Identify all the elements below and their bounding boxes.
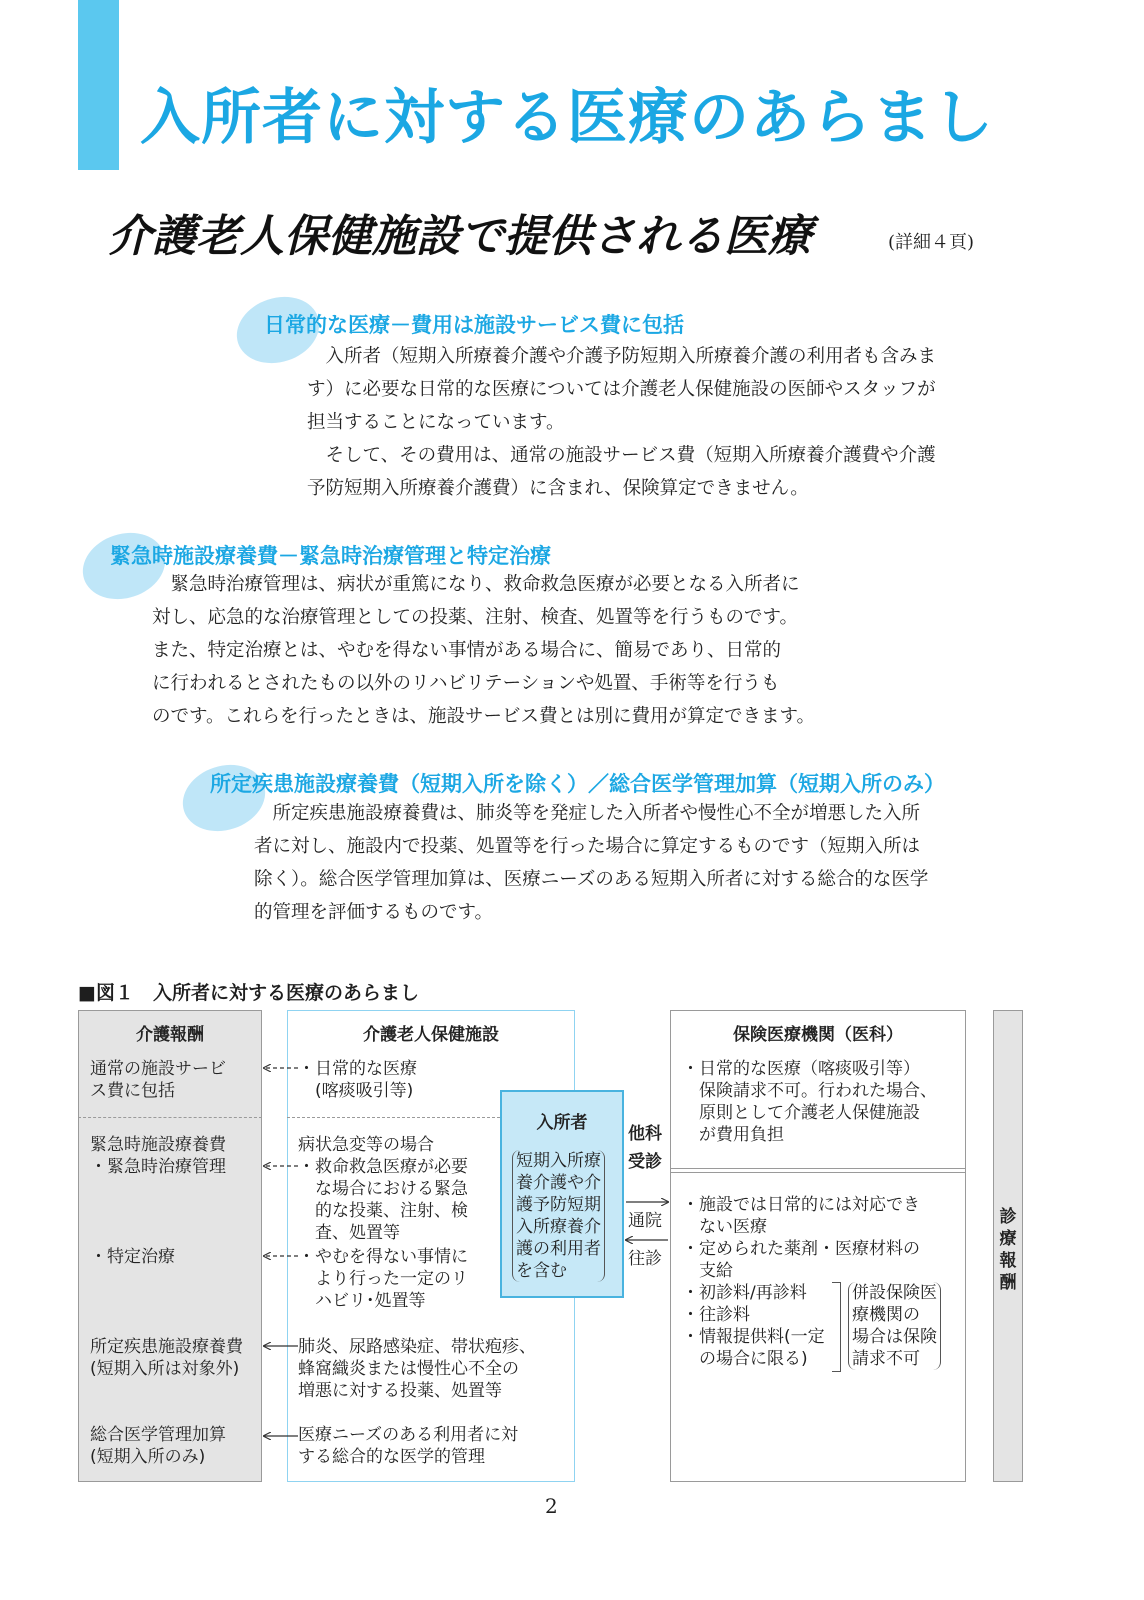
paragraph-line: 所定疾患施設療養費は、肺炎等を発症した入所者や慢性心不全が増悪した入所 [272,803,921,824]
vertical-char: 報 [999,1251,1017,1271]
note-line: 療機関の [852,1305,920,1325]
patient-note-line: 護予防短期 [516,1195,601,1215]
facility-line: 蜂窩織炎または慢性心不全の [298,1359,519,1379]
column-medical-institution-header: 保険医療機関（医科） [733,1025,903,1045]
section-heading-3: 所定疾患施設療養費（短期入所を除く）／総合医学管理加算（短期入所のみ） [210,772,945,796]
facility-line: な場合における緊急 [298,1179,468,1199]
outpatient-label: 通院 [628,1211,662,1231]
vertical-char: 診 [999,1207,1017,1227]
care-fee-line: ・特定治療 [90,1247,175,1267]
note-line: 併設保険医 [852,1283,937,1303]
care-fee-line: 通常の施設サービ [90,1059,226,1079]
paragraph-line: 的管理を評価するものです。 [254,902,494,923]
care-fee-line: 所定疾患施設療養費 [90,1337,243,1357]
care-fee-line: 緊急時施設療養費 [90,1135,226,1155]
institution-line: ・施設では日常的には対応でき [682,1195,920,1215]
facility-line: 的な投薬、注射、検 [298,1201,468,1221]
other-dept-visit-line: 受診 [628,1152,662,1172]
facility-line: 増悪に対する投薬、処置等 [298,1381,502,1401]
care-fee-line: 総合医学管理加算 [90,1425,226,1445]
patient-note-line: 短期入所療 [516,1151,601,1171]
paragraph-line: そして、その費用は、通常の施設サービス費（短期入所療養介護費や介護 [325,445,936,466]
institution-line: ・初診料/再診料 [682,1283,807,1303]
institution-line: ・往診料 [682,1305,750,1325]
section-heading-2: 緊急時施設療養費－緊急時治療管理と特定治療 [110,544,551,568]
section-heading-1: 日常的な医療－費用は施設サービス費に包括 [264,313,684,337]
facility-line: 肺炎、尿路感染症、帯状疱疹、 [298,1337,536,1357]
subtitle-note: (詳細４頁) [888,232,975,253]
vertical-char: 療 [999,1229,1017,1249]
institution-line: の場合に限る) [682,1349,808,1369]
patient-note-line: 養介護や介 [516,1173,601,1193]
page-title: 入所者に対する医療のあらまし [140,83,994,153]
care-fee-line: (短期入所のみ) [90,1447,206,1467]
facility-line: (喀痰吸引等) [298,1081,414,1101]
care-fee-line: (短期入所は対象外) [90,1359,240,1379]
patient-note-line: を含む [516,1261,567,1281]
facility-line: 病状急変等の場合 [298,1135,434,1155]
facility-line: 査、処置等 [298,1223,400,1243]
institution-line: が費用負担 [682,1125,784,1145]
paragraph-line: 対し、応急的な治療管理としての投薬、注射、検査、処置等を行うものです。 [152,607,799,628]
paragraph-line: 予防短期入所療養介護費）に含まれ、保険算定できません。 [307,478,809,499]
institution-line: ・情報提供料(一定 [682,1327,825,1347]
institution-line: ない医療 [682,1217,767,1237]
institution-line: 支給 [682,1261,733,1281]
paragraph-line: 担当することになっています。 [307,412,565,433]
vertical-char: 酬 [999,1273,1017,1293]
paragraph-line: す）に必要な日常的な医療については介護老人保健施設の医師やスタッフが [307,379,936,400]
paragraph-line: に行われるとされたもの以外のリハビリテーションや処置、手術等を行うも [152,673,780,694]
figure-title: ■図１ 入所者に対する医療のあらまし [78,982,419,1004]
note-line: 請求不可 [852,1349,920,1369]
page-number: 2 [545,1494,558,1518]
care-fee-line: ス費に包括 [90,1081,175,1101]
column-care-fees-header: 介護報酬 [136,1025,204,1045]
facility-line: 医療ニーズのある利用者に対 [298,1425,519,1445]
paragraph-line: 除く）。総合医学管理加算は、医療ニーズのある短期入所者に対する総合的な医学 [254,869,929,890]
note-line: 場合は保険 [852,1327,937,1347]
institution-line: 保険請求不可。行われた場合、 [682,1081,937,1101]
paragraph-line: のです。これらを行ったときは、施設サービス費とは別に費用が算定できます。 [152,706,816,727]
paragraph-line: 緊急時治療管理は、病状が重篤になり、救命救急医療が必要となる入所者に [170,574,800,595]
facility-line: ・やむを得ない事情に [298,1247,468,1267]
facility-line: ・救命救急医療が必要 [298,1157,468,1177]
page-subtitle: 介護老人保健施設で提供される医療 [108,211,812,262]
patient-note-line: 入所療養介 [516,1217,601,1237]
house-call-label: 往診 [628,1249,662,1269]
institution-line: ・定められた薬剤・医療材料の [682,1239,920,1259]
facility-line: ・日常的な医療 [298,1059,417,1079]
facility-line: より行った一定のリ [298,1269,468,1289]
care-fee-line: ・緊急時治療管理 [90,1157,226,1177]
patient-title: 入所者 [536,1113,588,1133]
facility-line: ハビリ･処置等 [298,1291,426,1311]
institution-line: ・日常的な医療（喀痰吸引等） [682,1059,920,1079]
column-facility-header: 介護老人保健施設 [363,1025,499,1045]
paragraph-line: また、特定治療とは、やむを得ない事情がある場合に、簡易であり、日常的 [152,640,782,661]
patient-note-line: 護の利用者 [516,1239,601,1259]
facility-line: する総合的な医学的管理 [298,1447,485,1467]
paragraph-line: 者に対し、施設内で投薬、処置等を行った場合に算定するものです（短期入所は [254,836,921,857]
other-dept-visit-line: 他科 [628,1124,662,1144]
institution-line: 原則として介護老人保健施設 [682,1103,920,1123]
paragraph-line: 入所者（短期入所療養介護や介護予防短期入所療養介護の利用者も含みま [325,346,937,367]
